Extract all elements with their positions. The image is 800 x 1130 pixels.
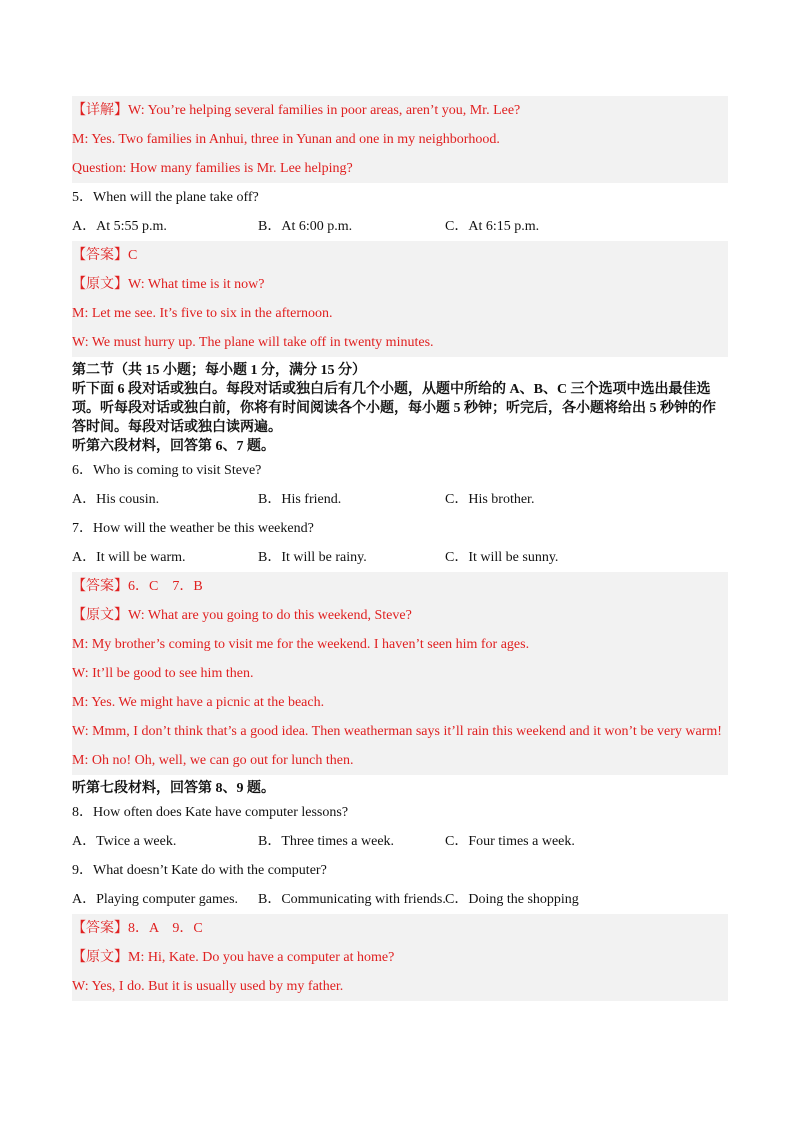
transcript-line: 【原文】W: What time is it now? <box>72 277 265 292</box>
question-7: 7．How will the weather be this weekend? <box>72 521 314 536</box>
q7-option-a: A．It will be warm. <box>72 550 186 565</box>
q8-option-c: C．Four times a week. <box>445 834 575 849</box>
q9-option-c: C．Doing the shopping <box>445 892 579 907</box>
material-6-heading: 听第六段材料，回答第 6、7 题。 <box>72 439 275 454</box>
transcript-line: W: Mmm, I don’t think that’s a good idea. Then weatherman says it’ll rain this weekend and it won’t be very warm! <box>72 724 722 739</box>
q9-option-a: A．Playing computer games. <box>72 892 239 907</box>
q5-option-a: A．At 5:55 p.m. <box>72 219 167 234</box>
answer-line: 【答案】8．A 9．C <box>72 921 203 936</box>
transcript-line: M: My brother’s coming to visit me for the weekend. I haven’t seen him for ages. <box>72 637 530 652</box>
q4-explanation-block <box>72 96 728 183</box>
q8-option-a: A．Twice a week. <box>72 834 177 849</box>
q5-option-b: B．At 6:00 p.m. <box>258 219 353 234</box>
explanation-line: M: Yes. Two families in Anhui, three in Yunan and one in my neighborhood. <box>72 132 500 147</box>
transcript-line: W: Yes, I do. But it is usually used by my father. <box>72 979 344 994</box>
section-2-intro <box>72 361 728 456</box>
transcript-line: W: It’ll be good to see him then. <box>72 666 254 681</box>
section-2-instructions: 听下面 6 段对话或独白。每段对话或独白后有几个小题，从题中所给的 A、B、C 三个选项中选出最佳选项。听每段对话或独白前，你将有时间阅读各个小题，每小题 5 秒钟；听完后，各小题将给出 5 秒钟的作答时间。每段对话或独白读两遍。 <box>72 382 716 435</box>
question-6: 6．Who is coming to visit Steve? <box>72 463 262 478</box>
q5-option-c: C．At 6:15 p.m. <box>445 219 540 234</box>
q6-option-a: A．His cousin. <box>72 492 160 507</box>
q6-q7-answer-block <box>72 572 728 775</box>
question-5: 5．When will the plane take off? <box>72 190 259 205</box>
q8-q9-answer-block <box>72 914 728 1001</box>
answer-line: 【答案】C <box>72 248 138 263</box>
transcript-line: 【原文】M: Hi, Kate. Do you have a computer at home? <box>72 950 395 965</box>
section-2-heading: 第二节（共 15 小题；每小题 1 分，满分 15 分） <box>72 363 366 378</box>
q6-option-c: C．His brother. <box>445 492 535 507</box>
transcript-line: 【原文】W: What are you going to do this weekend, Steve? <box>72 608 412 623</box>
material-7-heading: 听第七段材料，回答第 8、9 题。 <box>72 781 275 796</box>
question-9: 9．What doesn’t Kate do with the computer? <box>72 863 327 878</box>
q7-option-c: C．It will be sunny. <box>445 550 559 565</box>
q9-options <box>72 885 728 914</box>
q6-option-b: B．His friend. <box>258 492 342 507</box>
q8-option-b: B．Three times a week. <box>258 834 395 849</box>
explanation-line: Question: How many families is Mr. Lee helping? <box>72 161 353 176</box>
transcript-line: W: We must hurry up. The plane will take off in twenty minutes. <box>72 335 434 350</box>
explanation-line: 【详解】W: You’re helping several families in poor areas, aren’t you, Mr. Lee? <box>72 103 521 118</box>
q7-option-b: B．It will be rainy. <box>258 550 367 565</box>
transcript-line: M: Let me see. It’s five to six in the afternoon. <box>72 306 333 321</box>
q5-answer-block <box>72 241 728 357</box>
transcript-line: M: Yes. We might have a picnic at the beach. <box>72 695 325 710</box>
question-8: 8．How often does Kate have computer lessons? <box>72 805 349 820</box>
q7-options <box>72 543 728 572</box>
q9-option-b: B．Communicating with friends. <box>258 892 446 907</box>
q6-options <box>72 485 728 514</box>
q8-options <box>72 827 728 856</box>
transcript-line: M: Oh no! Oh, well, we can go out for lunch then. <box>72 753 354 768</box>
document-page <box>72 96 728 1001</box>
answer-line: 【答案】6．C 7．B <box>72 579 203 594</box>
q5-options <box>72 212 728 241</box>
